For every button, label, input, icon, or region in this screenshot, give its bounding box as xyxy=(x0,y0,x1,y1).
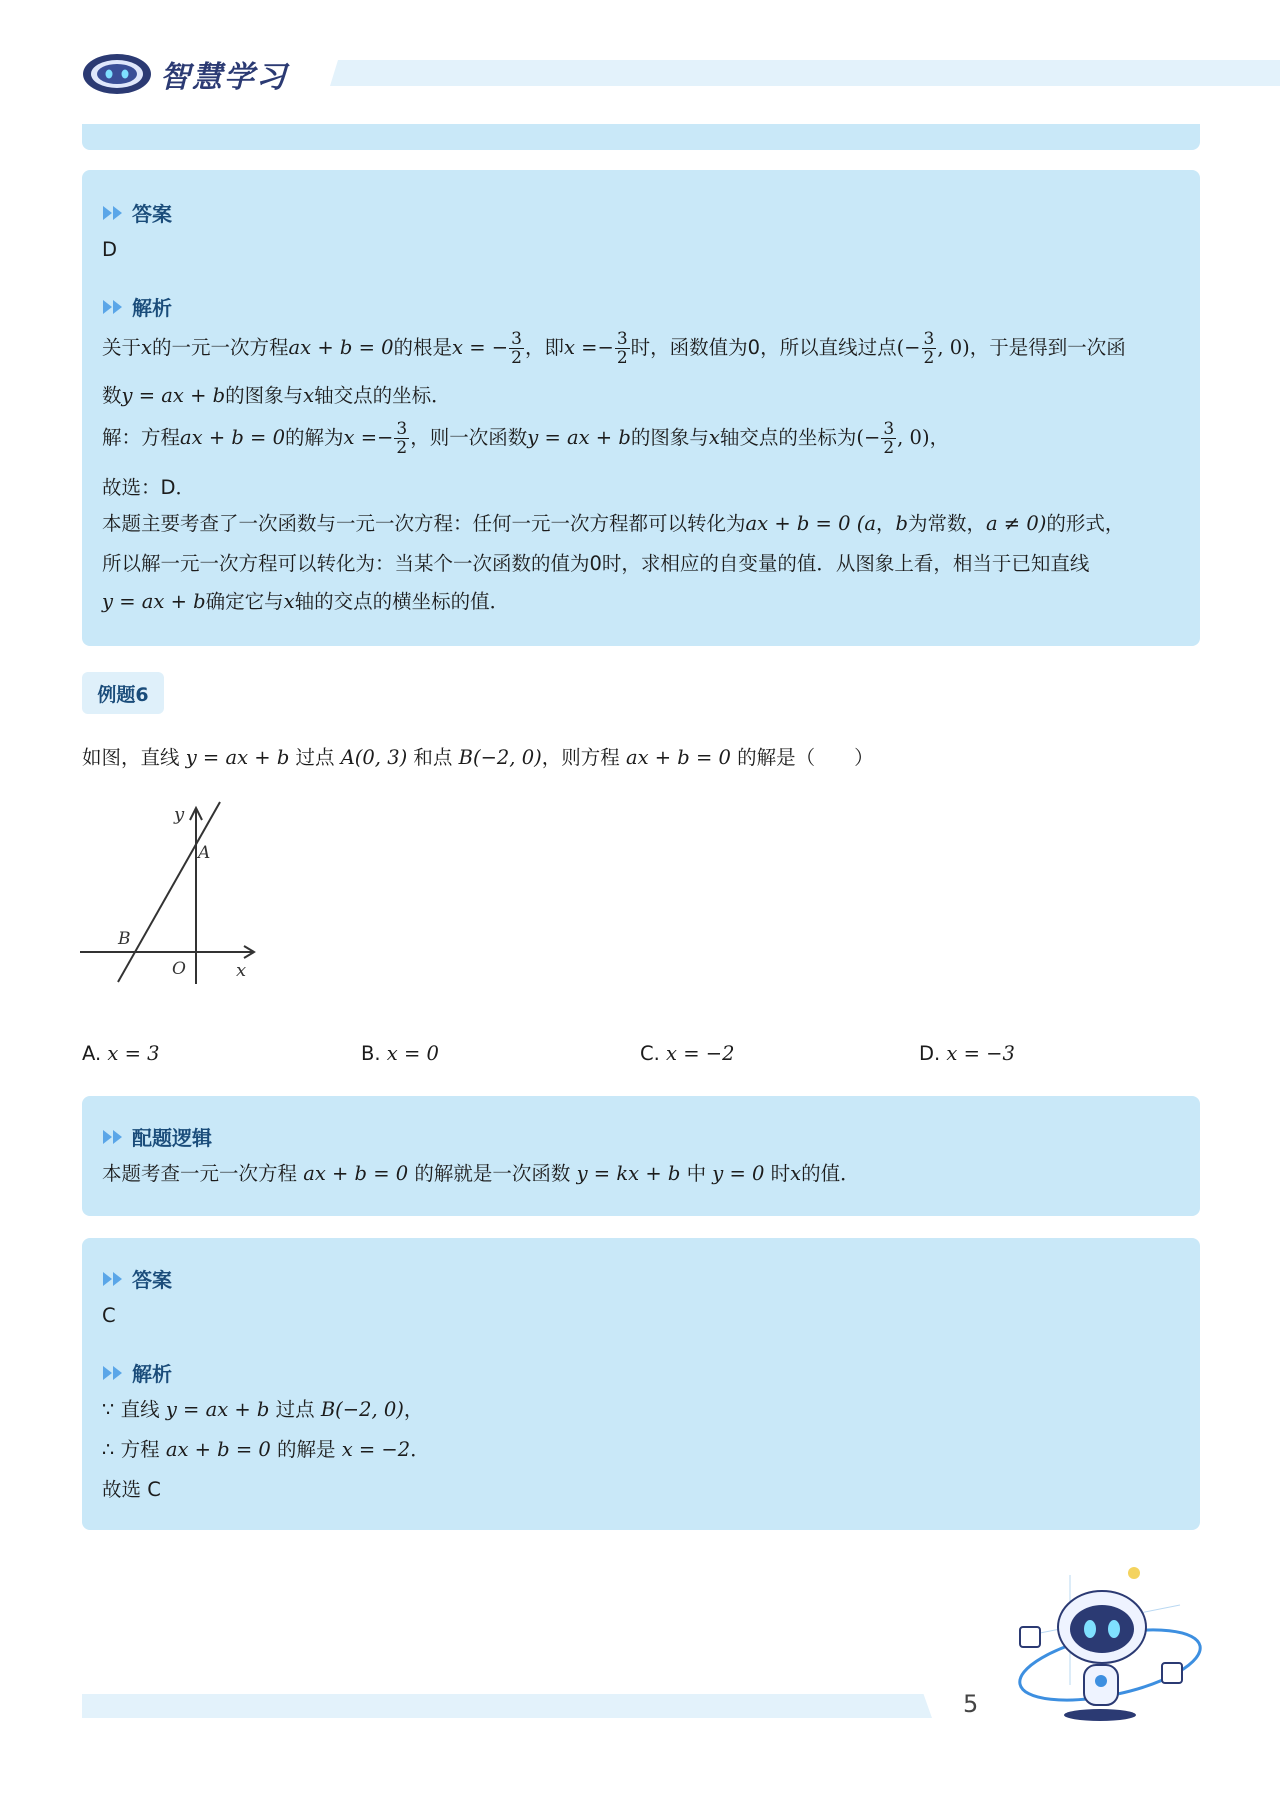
brand-name: 智慧学习 xyxy=(160,60,288,95)
line-graph-figure xyxy=(78,800,268,990)
previous-section-tail xyxy=(82,124,1200,150)
answer-options xyxy=(0,1042,1280,1072)
analysis-line-7: y = ax + b确定它与x轴的交点的横坐标的值． xyxy=(102,590,510,613)
answer-title: 答案 xyxy=(102,1264,172,1293)
analysis-line-3: 故选 C xyxy=(102,1478,161,1501)
x-axis-label: x xyxy=(236,960,247,981)
analysis-line-4: 故选：D． xyxy=(102,476,196,499)
double-arrow-icon xyxy=(102,1129,126,1145)
analysis-line-2: 数y = ax + b的图象与x轴交点的坐标． xyxy=(102,384,451,407)
answer-title: 答案 xyxy=(102,198,172,227)
double-arrow-icon xyxy=(102,1271,126,1287)
option-b[interactable]: B. x = 0 xyxy=(361,1042,439,1065)
logic-title: 配题逻辑 xyxy=(102,1122,212,1151)
double-arrow-icon xyxy=(102,299,126,315)
origin-label: O xyxy=(172,959,186,979)
analysis-line-2: ∴ 方程 ax + b = 0 的解是 x = −2． xyxy=(102,1438,430,1461)
brand-logo xyxy=(80,46,380,100)
question-logic-box xyxy=(82,1096,1200,1216)
option-c[interactable]: C. x = −2 xyxy=(640,1042,735,1065)
answer-analysis-box-1 xyxy=(82,170,1200,646)
answer-value: C xyxy=(102,1304,116,1327)
page-header xyxy=(80,46,1200,100)
question-text: 如图，直线 y = ax + b 过点 A(0, 3) 和点 B(−2, 0)，则方程 ax + b = 0 的解是（ ） xyxy=(82,746,874,769)
answer-analysis-box-2 xyxy=(82,1238,1200,1530)
answer-value: D xyxy=(102,238,118,261)
option-d[interactable]: D. x = −3 xyxy=(919,1042,1015,1065)
double-arrow-icon xyxy=(102,205,126,221)
option-a[interactable]: A. x = 3 xyxy=(82,1042,160,1065)
y-axis-label: y xyxy=(174,804,185,825)
analysis-line-6: 所以解一元一次方程可以转化为：当某个一次函数的值为0时，求相应的自变量的值．从图象上看，相当于已知直线 xyxy=(102,552,1090,575)
analysis-line-3: 解：方程ax + b = 0的解为x =− $\frac{3}{2}$ ，则一次函数y = ax + b的图象与x轴交点的坐标为(− $\frac{3}{2}$ , 0)， xyxy=(102,419,950,458)
page-number: 5 xyxy=(963,1690,979,1718)
line-y-ax-b xyxy=(118,802,220,982)
analysis-line-5: 本题主要考查了一次函数与一元一次方程：任何一元一次方程都可以转化为ax + b = 0 (a，b为常数，a ≠ 0)的形式， xyxy=(102,512,1125,535)
example-tag: 例题6 xyxy=(82,672,164,714)
analysis-title: 解析 xyxy=(102,1358,172,1387)
robot-logo-icon xyxy=(80,46,154,100)
analysis-title: 解析 xyxy=(102,292,172,321)
logic-line: 本题考查一元一次方程 ax + b = 0 的解就是一次函数 y = kx + b 中 y = 0 时x的值． xyxy=(102,1162,860,1185)
analysis-line-1: 关于x的一元一次方程ax + b = 0的根是x = − $\frac{3}{2}$ ，即x =− $\frac{3}{2}$ 时，函数值为0，所以直线过点(− $\frac{3}{2}$ , 0)，于是得到一次函 xyxy=(102,329,1126,368)
analysis-line-1: ∵ 直线 y = ax + b 过点 B(−2, 0)， xyxy=(102,1398,424,1421)
robot-mascot-icon xyxy=(1010,1565,1210,1725)
point-a-label: A xyxy=(198,843,211,863)
header-band xyxy=(330,60,1280,86)
footer-band xyxy=(82,1694,932,1718)
double-arrow-icon xyxy=(102,1365,126,1381)
point-b-label: B xyxy=(118,929,131,949)
